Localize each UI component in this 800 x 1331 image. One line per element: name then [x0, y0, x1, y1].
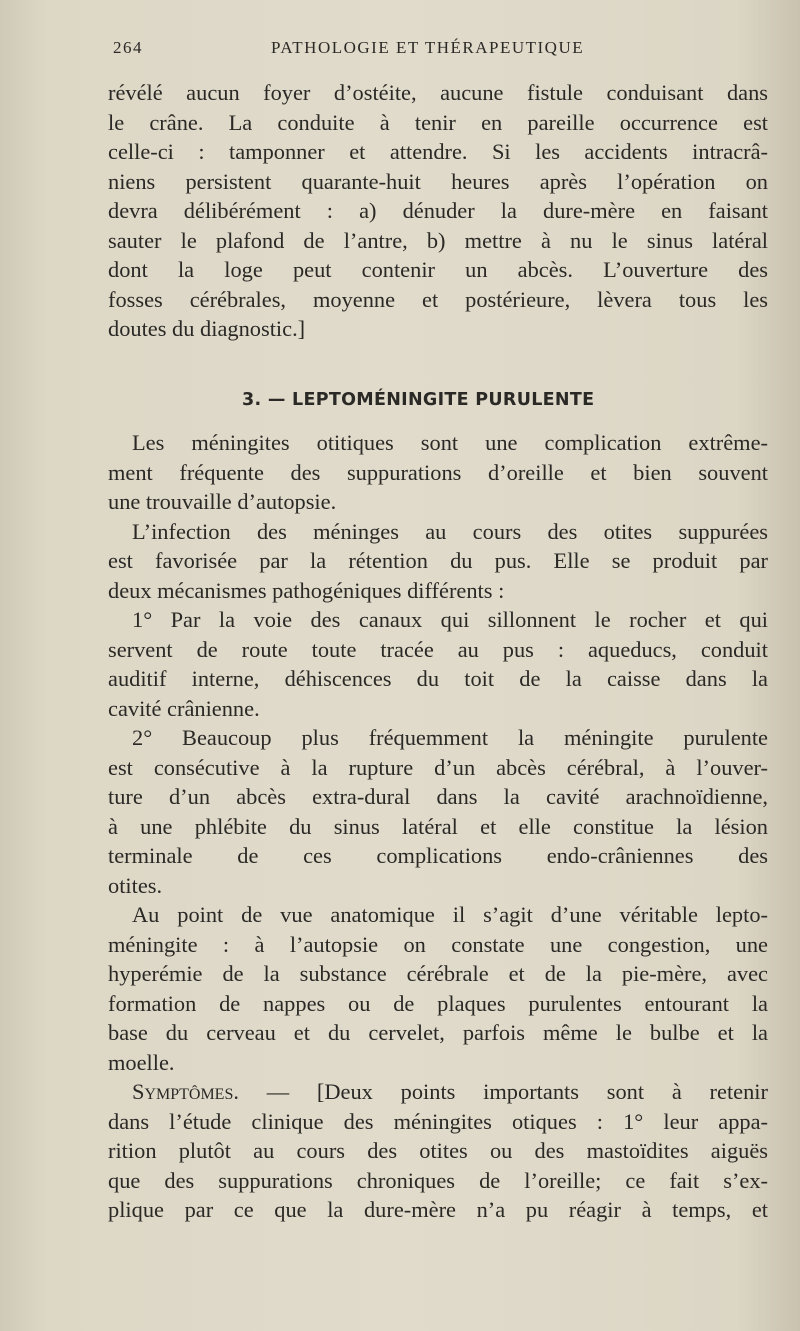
- text-line: L’infection des méninges au cours des otites suppurées: [132, 518, 768, 544]
- text-line: cavité crânienne.: [108, 695, 260, 721]
- text-line: est consécutive à la rupture d’un abcès cérébral, à l’ouver-: [108, 754, 768, 780]
- text-line: que des suppurations chroniques de l’oreille; ce fait s’ex-: [108, 1167, 768, 1193]
- text-line: otites.: [108, 872, 163, 898]
- text-line: est favorisée par la rétention du pus. Elle se produit par: [108, 548, 768, 573]
- text-line: à une phlébite du sinus latéral et elle constitue la lésion: [108, 813, 768, 839]
- text-line: Au point de vue anatomique il s’agit d’une véritable lepto-: [132, 902, 768, 927]
- text-line: moelle.: [108, 1049, 175, 1075]
- running-header: [113, 38, 768, 64]
- running-title: PATHOLOGIE ET THÉRAPEUTIQUE: [271, 38, 585, 57]
- section-title: 3. — LEPTOMÉNINGITE PURULENTE: [242, 390, 595, 410]
- text-line: ment fréquente des suppurations d’oreille et bien souvent: [108, 459, 768, 485]
- body-text: [108, 428, 768, 1225]
- text-line: ture d’un abcès extra-dural dans la cavité arachnoïdienne,: [108, 784, 768, 809]
- text-line: 1° Par la voie des canaux qui sillonnent le rocher et qui: [132, 607, 768, 632]
- text-line: 2° Beaucoup plus fréquemment la méningite purulente: [132, 725, 768, 750]
- text-line: auditif interne, déhiscences du toit de la caisse dans la: [108, 666, 768, 691]
- text-line: sauter le plafond de l’antre, b) mettre à nu le sinus latéral: [108, 227, 768, 253]
- text-line: rition plutôt au cours des otites ou des mastoïdites aiguës: [108, 1138, 768, 1163]
- text-line: devra délibérément : a) dénuder la dure-mère en faisant: [108, 198, 768, 223]
- text-line: Symptômes. — [Deux points importants sont à retenir: [132, 1079, 768, 1104]
- text-line: Les méningites otitiques sont une complication extrême-: [132, 430, 768, 455]
- text-line: une trouvaille d’autopsie.: [108, 489, 337, 514]
- text-line: servent de route toute tracée au pus : aqueducs, conduit: [108, 636, 768, 662]
- text-line: base du cerveau et du cervelet, parfois même le bulbe et la: [108, 1020, 768, 1045]
- page-number: 264: [113, 38, 143, 57]
- text-line: révélé aucun foyer d’ostéite, aucune fistule conduisant dans: [108, 80, 768, 105]
- text-line: hyperémie de la substance cérébrale et de la pie-mère, avec: [108, 961, 768, 986]
- intro-paragraph: [108, 78, 768, 344]
- text-line: deux mécanismes pathogéniques différents :: [108, 577, 505, 603]
- text-line: terminale de ces complications endo-crâniennes des: [108, 843, 768, 868]
- text-line: dont la loge peut contenir un abcès. L’ouverture des: [108, 257, 768, 282]
- text-line: plique par ce que la dure-mère n’a pu réagir à temps, et: [108, 1197, 768, 1222]
- text-line: celle-ci : tamponner et attendre. Si les accidents intracrâ-: [108, 139, 768, 164]
- text-line: doutes du diagnostic.]: [108, 316, 306, 341]
- text-line: fosses cérébrales, moyenne et postérieure, lèvera tous les: [108, 286, 768, 312]
- text-line: dans l’étude clinique des méningites otiques : 1° leur appa-: [108, 1108, 768, 1134]
- text-line: formation de nappes ou de plaques purulentes entourant la: [108, 990, 768, 1016]
- text-line: méningite : à l’autopsie on constate une congestion, une: [108, 931, 768, 957]
- text-line: niens persistent quarante-huit heures après l’opération on: [108, 168, 768, 194]
- text-line: le crâne. La conduite à tenir en pareille occurrence est: [108, 109, 768, 135]
